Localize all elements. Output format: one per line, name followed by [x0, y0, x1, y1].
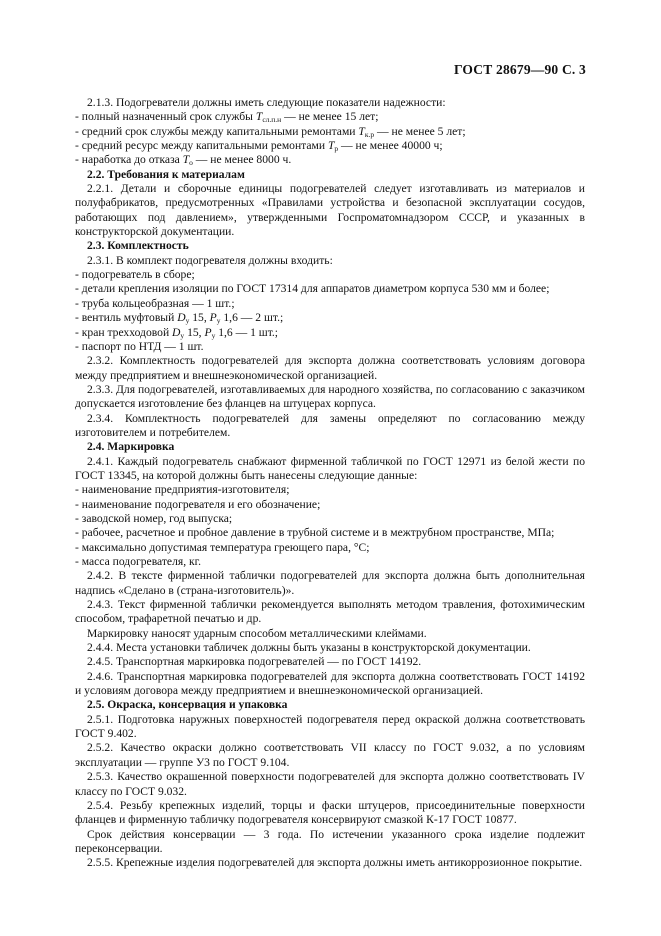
list-item: - кран трехходовой $D_y$ 15, $P_y$ 1,6 — 1 шт.; — [75, 325, 279, 340]
list-item: - наименование предприятия-изготовителя; — [75, 483, 290, 497]
list-item: - максимально допустимая температура греющего пара, °С; — [75, 540, 370, 554]
paragraph-2-5-4-cont: Срок действия консервации — 3 года. По истечении указанного срока изделие подлежит переконсервации. — [75, 827, 585, 855]
list-item: - полный назначенный срок службы $Т_{сл.п.н}$ — не менее 15 лет; — [75, 110, 379, 125]
paragraph-2-5-4: 2.5.4. Резьбу крепежных изделий, торцы и фаски штуцеров, присоединительные поверхности фланцев и фирменную табличку подогревателя консервируют смазкой К-17 ГОСТ 10877. — [75, 798, 585, 827]
paragraph-2-4-3-cont: Маркировку наносят ударным способом металлическими клеймами. — [87, 626, 427, 640]
paragraph-2-4-2: 2.4.2. В тексте фирменной таблички подогревателей для экспорта должна быть дополнительная надпись «Сделано в (страна-изготовитель)». — [75, 569, 585, 597]
page-header: ГОСТ 28679—90 С. 3 — [453, 62, 586, 77]
list-item: - заводской номер, год выпуска; — [75, 511, 233, 525]
list-item: - детали крепления изоляции по ГОСТ 17314 для аппаратов диаметром корпуса 530 мм и более; — [75, 282, 550, 296]
paragraph-2-3-3: 2.3.3. Для подогревателей, изготавливаемых для народного хозяйства, по согласованию с заказчиком допускается изготовление без фланцев на штуцерах корпуса. — [75, 382, 585, 411]
list-item: - труба кольцеобразная — 1 шт.; — [75, 296, 235, 310]
paragraph-2-5-5: 2.5.5. Крепежные изделия подогревателей для экспорта должны иметь антикоррозионное покрытие. — [87, 856, 583, 870]
section-heading-2-5: 2.5. Окраска, консервация и упаковка — [87, 698, 288, 712]
document-body — [75, 96, 585, 871]
list-item: - средний срок службы между капитальными ремонтами $Т_{к.р}$ — не менее 5 лет; — [75, 124, 466, 139]
list-item: - рабочее, расчетное и пробное давление в трубной системе и в межтрубном пространстве, МПа; — [75, 526, 555, 540]
list-item: - вентиль муфтовый $D_y$ 15, $P_y$ 1,6 — 2 шт.; — [75, 311, 284, 326]
paragraph-2-4-1: 2.4.1. Каждый подогреватель снабжают фирменной табличкой по ГОСТ 12971 из белой жести по ГОСТ 13345, на которой должны быть нанесены следующие данные: — [75, 454, 585, 482]
paragraph-2-4-3: 2.4.3. Текст фирменной таблички рекомендуется выполнять методом травления, фотохимическим способом, трафаретной печатью и др. — [75, 598, 585, 626]
paragraph-2-5-1: 2.5.1. Подготовка наружных поверхностей подогревателя перед окраской должна соответствовать ГОСТ 9.402. — [75, 712, 585, 741]
paragraph-2-1-3: 2.1.3. Подогреватели должны иметь следующие показатели надежности: — [87, 96, 446, 109]
list-item: - наработка до отказа $Т_о$ — не менее 8000 ч. — [75, 153, 292, 168]
section-heading-2-2: 2.2. Требования к материалам — [87, 167, 245, 181]
list-item: - масса подогревателя, кг. — [75, 555, 201, 568]
paragraph-2-4-4: 2.4.4. Места установки табличек должны быть указаны в конструкторской документации. — [87, 641, 531, 655]
paragraph-2-3-1: 2.3.1. В комплект подогревателя должны входить: — [87, 253, 333, 267]
paragraph-2-3-2: 2.3.2. Комплектность подогревателей для экспорта должна соответствовать условиям договора между предприятием и внешнеэкономической организацией. — [75, 354, 585, 382]
paragraph-2-5-2: 2.5.2. Качество окраски должно соответствовать VII классу по ГОСТ 9.032, а по условиям эксплуатации — группе У3 по ГОСТ 9.104. — [75, 741, 585, 769]
list-item: - паспорт по НТД — 1 шт. — [75, 339, 204, 353]
section-heading-2-4: 2.4. Маркировка — [87, 440, 175, 454]
list-item: - подогреватель в сборе; — [75, 268, 195, 282]
list-item: - средний ресурс между капитальными ремонтами $Т_р$ — не менее 40000 ч; — [75, 139, 443, 154]
list-item: - наименование подогревателя и его обозначение; — [75, 497, 321, 511]
paragraph-2-4-5: 2.4.5. Транспортная маркировка подогревателей — по ГОСТ 14192. — [87, 655, 422, 669]
section-heading-2-3: 2.3. Комплектность — [87, 239, 189, 253]
paragraph-2-2-1: 2.2.1. Детали и сборочные единицы подогревателей следует изготавливать из материалов и полуфабрикатов, предусмотренных «Правилами устройства и безопасной эксплуатации сосудов, работающих под давлением», утвержденными Госпроматомнадзором СССР, и указанных в конструкторской документации. — [75, 182, 585, 239]
paragraph-2-5-3: 2.5.3. Качество окрашенной поверхности подогревателей для экспорта должно соответствовать IV классу по ГОСТ 9.032. — [75, 770, 585, 798]
paragraph-2-3-4: 2.3.4. Комплектность подогревателей для замены определяют по согласованию между изготовителем и потребителем. — [75, 411, 585, 439]
paragraph-2-4-6: 2.4.6. Транспортная маркировка подогревателей для экспорта должна соответствовать ГОСТ 14192 и условиям договора между предприятием и внешнеэкономической организацией. — [75, 669, 585, 698]
